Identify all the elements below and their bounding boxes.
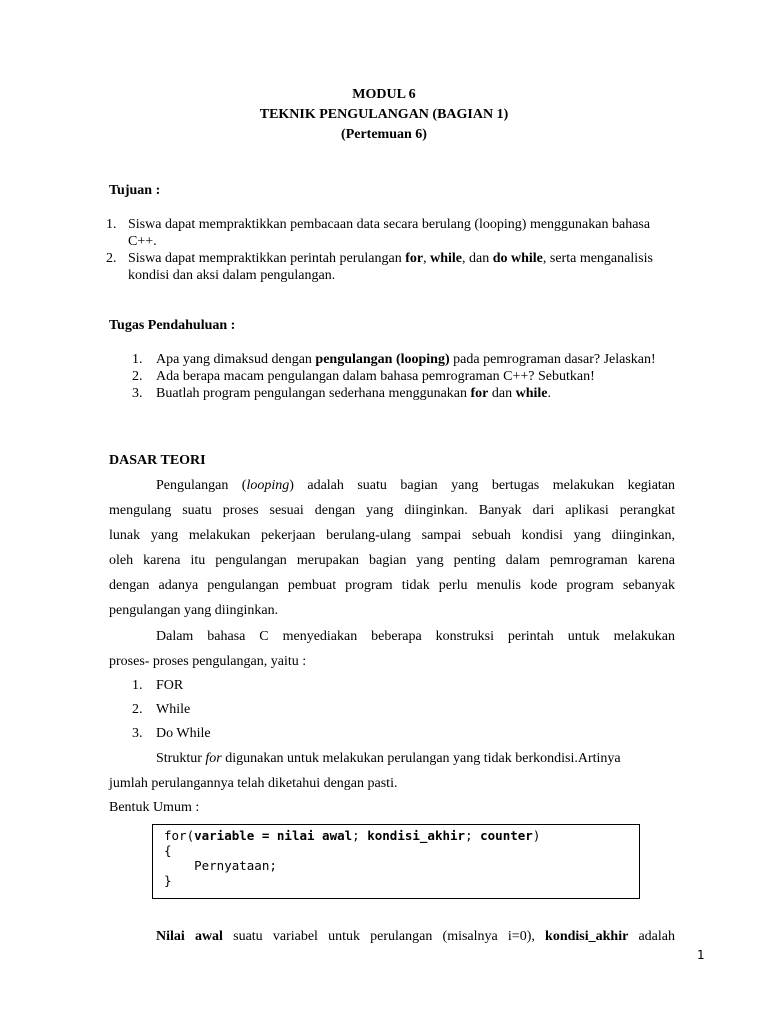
text-span: Apa yang dimaksud dengan [156, 352, 316, 367]
bold-while: while [515, 386, 548, 401]
tujuan-item-1-text-cont: C++. [128, 234, 157, 249]
text-span: ) adalah suatu bagian yang bertugas melakukan kegiatan [289, 478, 676, 493]
italic-term: looping [246, 478, 290, 493]
tugas-item-3 [156, 386, 551, 402]
tugas-item-2: Ada berapa macam pengulangan dalam bahasa pemrograman C++? Sebutkan! [156, 369, 595, 384]
bold-term: kondisi_akhir [545, 929, 629, 944]
list-number: 2. [106, 251, 117, 266]
code-bold: kondisi_akhir [367, 828, 466, 843]
tugas-item-2-number: 2. [132, 369, 143, 384]
text-span: Struktur [156, 751, 206, 766]
tugas-item-3-number: 3. [132, 386, 143, 401]
code-bold: counter [480, 828, 533, 843]
text-span: adalah [628, 929, 675, 944]
bold-do-while: do while [492, 251, 543, 266]
paragraph-1-line-1 [156, 478, 675, 494]
paragraph-1-line-6: pengulangan yang diinginkan. [109, 603, 279, 618]
paragraph-4-line-1 [156, 929, 675, 945]
text-span: Pengulangan ( [156, 478, 247, 493]
bold-while: while [430, 251, 462, 266]
paragraph-1-line-5: dengan adanya pengulangan pembuat program tidak perlu menulis kode program sebanyak [109, 578, 675, 593]
code-keyword: for( [164, 828, 195, 843]
code-line-3: Pernyataan; [164, 858, 277, 873]
bold-for: for [470, 386, 489, 401]
text-span: dan [488, 386, 516, 401]
page-number: 1 [697, 948, 705, 962]
dasar-teori-heading: DASAR TEORI [109, 453, 206, 468]
tujuan-heading: Tujuan : [109, 183, 161, 198]
paragraph-2-line-1: Dalam bahasa C menyediakan beberapa konstruksi perintah untuk melakukan [156, 629, 675, 644]
tugas-item-1-number: 1. [132, 352, 143, 367]
loop-list-number-1: 1. [132, 678, 143, 693]
loop-list-item-do-while: Do While [156, 726, 211, 741]
code-text: ; [465, 828, 481, 843]
loop-list-number-2: 2. [132, 702, 143, 717]
text-span: , [423, 251, 431, 266]
paragraph-1-line-2: mengulang suatu proses sesuai dengan yang diinginkan. Banyak dari aplikasi perangkat [109, 503, 675, 518]
italic-term: for [205, 751, 222, 766]
code-text: ; [352, 828, 368, 843]
module-subtitle: TEKNIK PENGULANGAN (BAGIAN 1) [259, 107, 509, 122]
paragraph-3-line-2: jumlah perulangannya telah diketahui dengan pasti. [109, 776, 398, 791]
tujuan-item-2-text-cont: kondisi dan aksi dalam pengulangan. [128, 268, 336, 283]
paragraph-1-line-3: lunak yang melakukan pekerjaan berulang-ulang sampai sebuah kondisi yang diinginkan, [109, 528, 675, 543]
code-line-4: } [164, 873, 172, 888]
text-span: , serta menganalisis [542, 251, 653, 266]
tujuan-item-1-text: Siswa dapat mempraktikkan pembacaan data secara berulang (looping) menggunakan bahasa [128, 217, 651, 232]
text-span: . [547, 386, 552, 401]
tujuan-item-2 [106, 251, 117, 267]
code-line-2: { [164, 843, 172, 858]
paragraph-2-line-2: proses- proses pengulangan, yaitu : [109, 654, 307, 669]
text-span: suatu variabel untuk perulangan (misalnya i=0), [222, 929, 546, 944]
code-bold: variable = nilai awal [194, 828, 353, 843]
tugas-heading: Tugas Pendahuluan : [109, 318, 236, 333]
loop-list-item-while: While [156, 702, 191, 717]
tujuan-item-2-text [128, 251, 653, 267]
tujuan-item-1 [106, 217, 117, 233]
bold-term: pengulangan (looping) [315, 352, 450, 367]
text-span: Siswa dapat mempraktikkan perintah perulangan [128, 251, 406, 266]
code-line-1 [164, 828, 540, 843]
paragraph-1-line-4: oleh karena itu pengulangan merupakan bagian yang penting dalam pemrograman karena [109, 553, 675, 568]
text-span: Buatlah program pengulangan sederhana menggunakan [156, 386, 471, 401]
text-span: , dan [461, 251, 493, 266]
bold-term: Nilai awal [156, 929, 223, 944]
bold-for: for [405, 251, 424, 266]
loop-list-item-for: FOR [156, 678, 184, 693]
meeting-label: (Pertemuan 6) [341, 127, 427, 142]
tugas-item-1 [156, 352, 656, 368]
loop-list-number-3: 3. [132, 726, 143, 741]
text-span: pada pemrograman dasar? Jelaskan! [449, 352, 656, 367]
code-text: ) [532, 828, 541, 843]
list-number: 1. [106, 217, 117, 232]
text-span: digunakan untuk melakukan perulangan yang tidak berkondisi.Artinya [221, 751, 621, 766]
module-title: MODUL 6 [352, 87, 416, 102]
paragraph-3-line-1 [156, 751, 621, 767]
bentuk-umum-label: Bentuk Umum : [109, 800, 200, 815]
